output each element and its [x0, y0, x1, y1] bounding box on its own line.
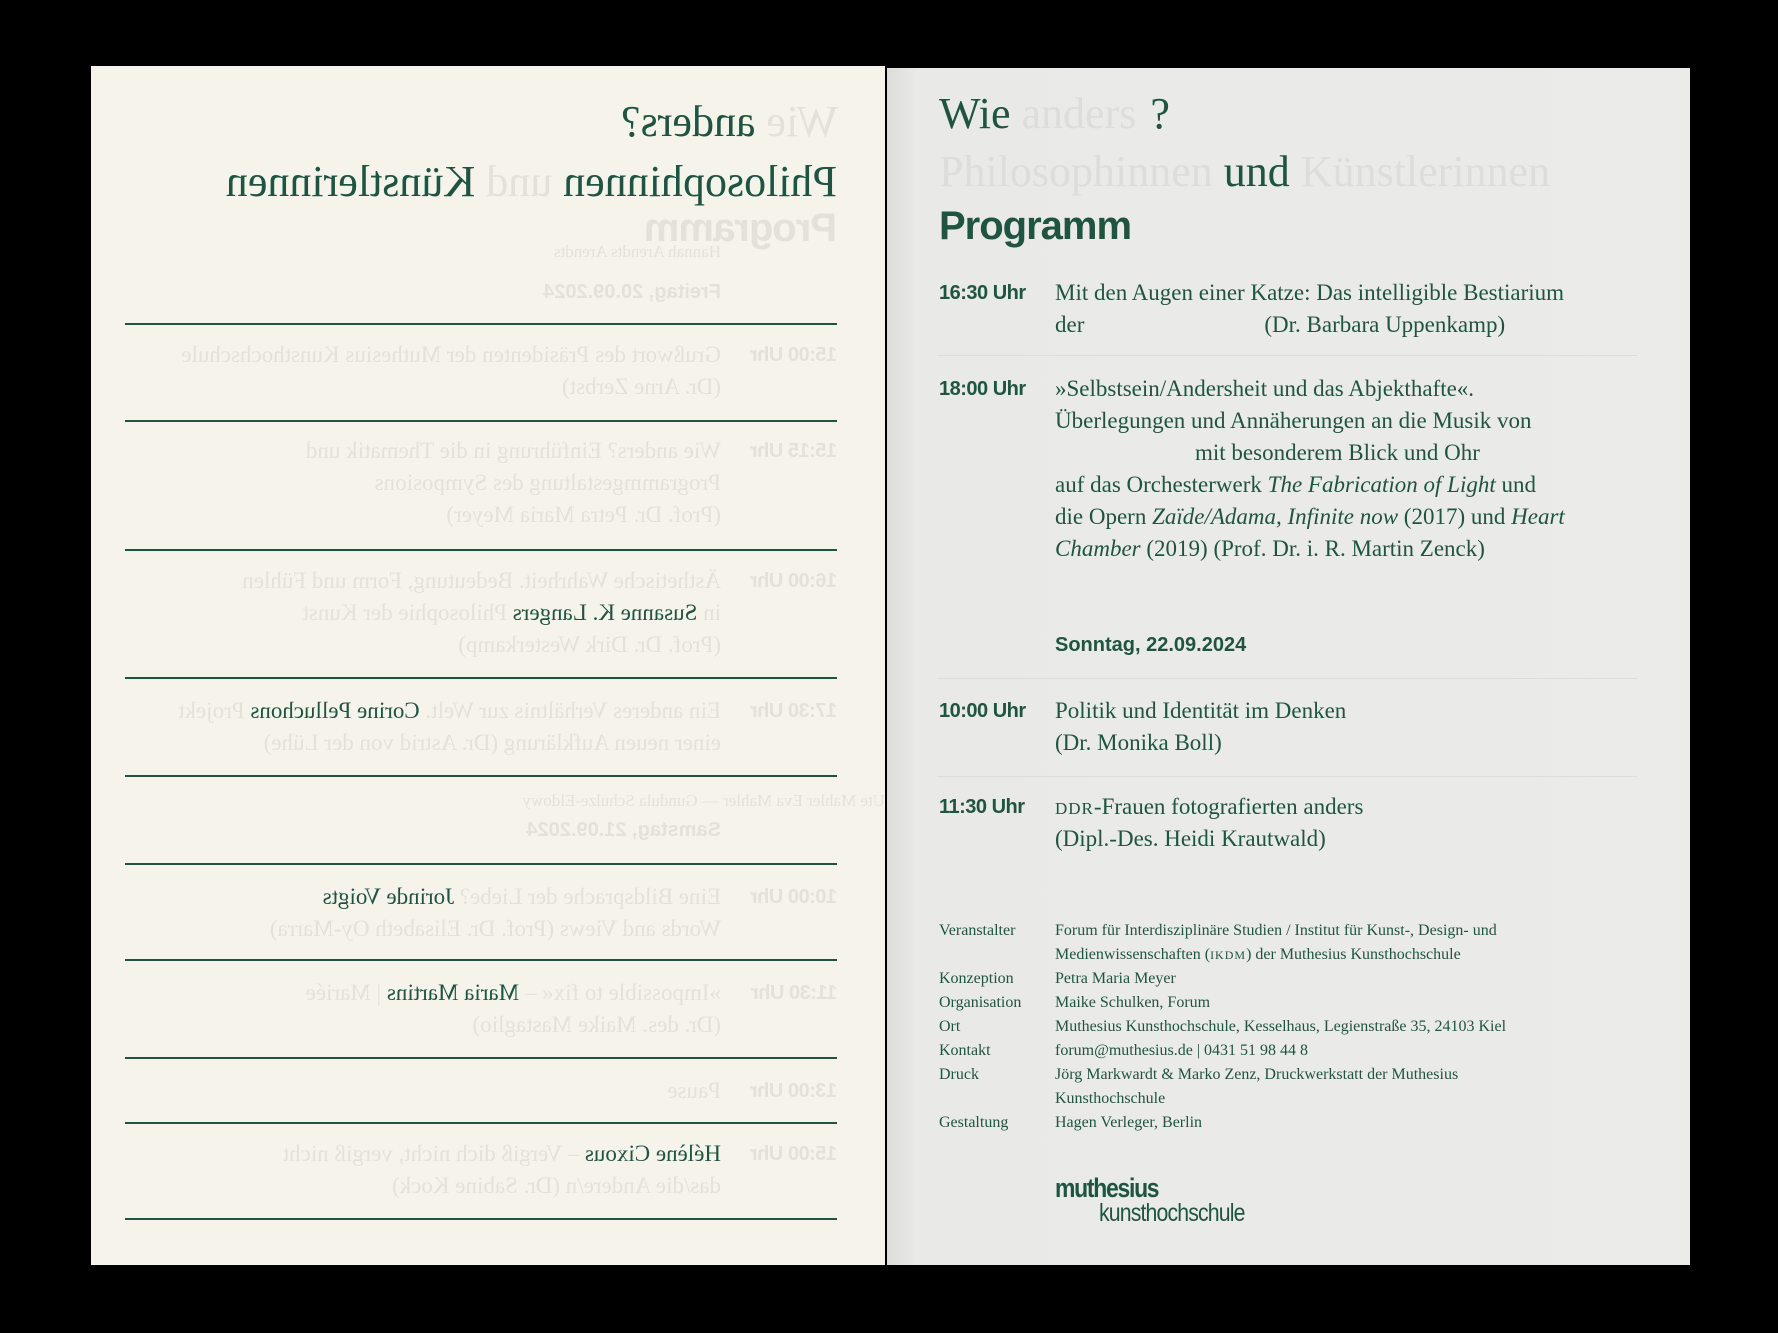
title-green-word: Künstlerinnen — [225, 157, 476, 206]
time-label: 15:00 Uhr — [750, 1143, 837, 1165]
credit-value — [1055, 919, 1497, 967]
event-text-faint: – Vergiß dich nicht, vergiß nicht — [282, 1141, 580, 1166]
time-label: 11:30 Uhr — [939, 796, 1025, 818]
event-line: Mit den Augen einer Katze: Das intelligible Bestiarium — [1055, 280, 1565, 305]
event-line — [303, 597, 721, 629]
event-text-faint: Eine Bildsprache der Liebe? — [459, 884, 721, 909]
credits-block — [939, 919, 1506, 1135]
event-line — [323, 881, 721, 913]
credit-text: ) der Muthesius Kunsthochschule — [1246, 946, 1461, 963]
event-line — [1055, 791, 1363, 825]
show-through-rule — [937, 355, 1637, 356]
title-green-word: ? — [1150, 89, 1170, 138]
photographers-faint: Ute Mahler Eva Mahler — Gundula Schulze-Eldowy — [522, 791, 885, 810]
credit-label: Ort — [939, 1018, 961, 1035]
title-green-word: anders? — [621, 97, 756, 146]
divider-rule — [125, 863, 837, 865]
event-text: auf das Orchesterwerk — [1055, 472, 1262, 497]
divider-rule — [125, 775, 837, 777]
person-name: Susanne K. Langers — [512, 600, 698, 625]
event-line: (Dr. Arne Zerbst) — [561, 374, 721, 399]
time-label: 18:00 Uhr — [939, 378, 1026, 400]
event-line — [283, 1138, 721, 1170]
event-line: Wie anders? Einführung in die Thematik und — [305, 438, 721, 463]
credit-label: Kontakt — [939, 1042, 991, 1059]
left-title-line1 — [621, 96, 838, 148]
credit-label: Veranstalter — [939, 922, 1016, 939]
day-heading: Sonntag, 22.09.2024 — [1055, 634, 1247, 656]
credit-label: Gestaltung — [939, 1114, 1009, 1131]
credit-value — [1055, 1063, 1458, 1111]
credit-value: Muthesius Kunsthochschule, Kesselhaus, Legienstraße 35, 24103 Kiel — [1055, 1018, 1507, 1035]
event-line: Pause — [667, 1078, 721, 1103]
divider-rule — [125, 323, 837, 325]
page-title: Programm — [939, 204, 1132, 248]
event-text-faint: Projekt — [178, 698, 245, 723]
event-line — [1055, 533, 1485, 565]
logo-line2: kunsthochschule — [1099, 1199, 1245, 1227]
event-line: Grußwort des Präsidenten der Muthesius Kunsthochschule — [181, 342, 721, 367]
speaker: (Dr. Barbara Uppenkamp) — [1264, 312, 1506, 337]
left-day2: Samstag, 21.09.2024 — [526, 819, 721, 841]
divider-rule — [125, 549, 837, 551]
left-page-mirrored-content — [91, 66, 885, 1265]
event-line: (Dr. Monika Boll) — [1055, 730, 1222, 755]
credit-text: Medienwissenschaften ( — [1055, 946, 1211, 963]
time-label: 15:00 Uhr — [750, 344, 837, 366]
title-green-word: und — [1223, 147, 1290, 196]
work-title: Chamber — [1055, 536, 1141, 561]
left-heading-faint: Programm — [644, 206, 837, 250]
show-through-rule — [937, 776, 1637, 777]
time-label: 13:00 Uhr — [750, 1080, 837, 1102]
event-line: Politik und Identität im Denken — [1055, 698, 1347, 723]
time-label: 17:30 Uhr — [750, 700, 837, 722]
title-green-word: Wie — [939, 89, 1011, 138]
person-name: Corine Pelluchons — [250, 698, 420, 723]
title-faint-word: Philosophinnen — [939, 147, 1213, 196]
event-line: (Prof. Dr. Dirk Westerkamp) — [458, 632, 721, 657]
event-line — [1055, 501, 1565, 533]
event-line: das/die Andere/n (Dr. Sabine Kock) — [392, 1173, 721, 1198]
title-faint-word: Künstlerinnen — [1300, 147, 1551, 196]
event-text: der — [1055, 312, 1085, 337]
event-line — [1055, 309, 1505, 341]
credit-label: Konzeption — [939, 970, 1014, 987]
title-green-word: Philosophinnen — [563, 157, 837, 206]
time-label: 15:15 Uhr — [750, 440, 837, 462]
work-title: The Fabrication of Light — [1267, 472, 1496, 497]
event-line: (Dr. des. Maike Mastaglio) — [472, 1012, 721, 1037]
time-label: 16:00 Uhr — [750, 570, 837, 592]
credit-value: forum@muthesius.de | 0431 51 98 44 8 — [1055, 1042, 1309, 1059]
credit-value: Petra Maria Meyer — [1055, 970, 1176, 987]
event-line — [1055, 469, 1536, 501]
abbreviation: IKDM — [1210, 948, 1247, 962]
divider-rule — [125, 959, 837, 961]
event-text: die Opern — [1055, 504, 1147, 529]
event-text: (2017) und — [1403, 504, 1506, 529]
right-title-line2 — [939, 146, 1550, 198]
event-line: (Dipl.-Des. Heidi Krautwald) — [1055, 826, 1326, 851]
event-text: und — [1501, 472, 1536, 497]
event-line: Programmgestaltung des Symposions — [374, 470, 721, 495]
abbreviation: DDR — [1055, 799, 1094, 818]
title-faint-word: Wie — [766, 97, 838, 146]
person-name: Maria Martins — [386, 980, 520, 1005]
credit-text: Jörg Markwardt & Marko Zenz, Druckwerkstatt der Muthesius — [1055, 1066, 1459, 1083]
event-text-faint: Philosophie der Kunst — [302, 600, 507, 625]
speaker: (2019) (Prof. Dr. i. R. Martin Zenck) — [1146, 536, 1485, 561]
right-title-line1 — [939, 88, 1170, 140]
event-text-faint: »Impossible to fix« – — [524, 980, 721, 1005]
event-text-faint: Ein anderes Verhältnis zur Welt. — [425, 698, 721, 723]
event-line: Words and Views (Prof. Dr. Elisabeth Oy-Marra) — [269, 916, 721, 941]
person-name: Jorinde Voigts — [322, 884, 455, 909]
event-line: mit besonderem Blick und Ohr — [1195, 440, 1480, 465]
title-faint-word: und — [486, 157, 553, 206]
credit-label: Organisation — [939, 994, 1022, 1011]
right-page — [887, 68, 1690, 1265]
left-title-line2 — [226, 156, 837, 208]
time-label: 10:00 Uhr — [939, 700, 1026, 722]
show-through-rule — [937, 678, 1637, 679]
divider-rule — [125, 1218, 837, 1220]
work-title: Zaïde/Adama, Infinite now — [1152, 504, 1399, 529]
event-line: einer neuen Aufklärung (Dr. Astrid von der Lühe) — [263, 730, 721, 755]
credit-value: Hagen Verleger, Berlin — [1055, 1114, 1203, 1131]
event-line — [178, 695, 721, 727]
time-label: 16:30 Uhr — [939, 282, 1026, 304]
event-text-faint: in — [703, 600, 721, 625]
time-label: 11:30 Uhr — [751, 982, 837, 1004]
event-line: Ästhetische Wahrheit. Bedeutung, Form und Fühlen — [242, 568, 721, 593]
credit-label: Druck — [939, 1066, 979, 1083]
event-line — [306, 977, 721, 1009]
work-title: Heart — [1511, 504, 1565, 529]
person-name: Hélène Cixous — [584, 1141, 721, 1166]
credit-text: Kunsthochschule — [1055, 1090, 1166, 1107]
left-names-faint: Hannah Arendts Arendts — [553, 242, 721, 261]
event-line: (Prof. Dr. Petra Maria Meyer) — [446, 502, 721, 527]
time-label: 10:00 Uhr — [750, 886, 837, 908]
divider-rule — [125, 1057, 837, 1059]
event-line: »Selbstsein/Andersheit und das Abjekthafte«. — [1055, 376, 1475, 401]
muthesius-logo — [1055, 1175, 1270, 1225]
left-day1: Freitag, 20.09.2024 — [543, 281, 721, 303]
event-text: -Frauen fotografierten anders — [1093, 794, 1364, 819]
left-page — [91, 66, 885, 1265]
title-faint-word: anders — [1021, 89, 1137, 138]
divider-rule — [125, 420, 837, 422]
credit-text: Forum für Interdisziplinäre Studien / Institut für Kunst-, Design- und — [1055, 922, 1497, 939]
divider-rule — [125, 677, 837, 679]
credit-value: Maike Schulken, Forum — [1055, 994, 1211, 1011]
event-line: Überlegungen und Annäherungen an die Musik von — [1055, 408, 1532, 433]
logo-line1: muthesius — [1055, 1173, 1159, 1203]
event-text-faint: | Mariée — [305, 980, 382, 1005]
divider-rule — [125, 1122, 837, 1124]
